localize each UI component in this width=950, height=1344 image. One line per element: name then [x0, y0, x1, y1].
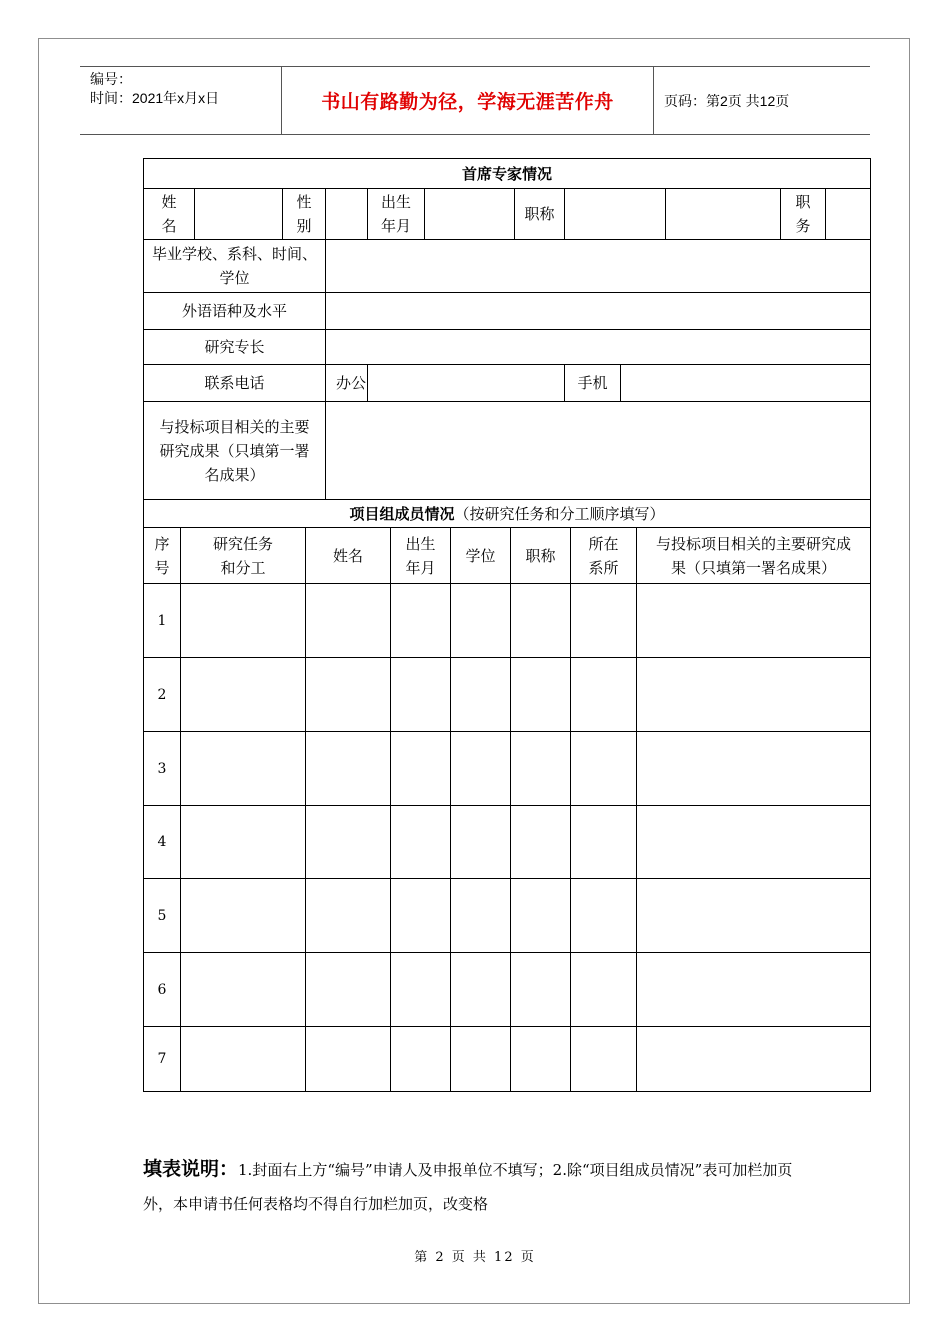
title-label: 职称	[515, 189, 565, 240]
col-birth: 出生年月	[391, 528, 451, 584]
cell[interactable]	[637, 1027, 871, 1092]
gender-label: 性别	[283, 189, 326, 240]
title-field-extra[interactable]	[666, 189, 781, 240]
table-row	[144, 806, 871, 879]
cell[interactable]	[451, 879, 511, 953]
cell[interactable]	[306, 879, 391, 953]
table-row	[144, 1027, 871, 1092]
col-title: 职称	[511, 528, 571, 584]
cell[interactable]	[571, 806, 637, 879]
gender-field[interactable]	[326, 189, 368, 240]
row-number: 6	[144, 953, 181, 1027]
cell[interactable]	[637, 732, 871, 806]
form-instructions	[143, 1152, 813, 1221]
phone-label: 联系电话	[144, 365, 326, 402]
cell[interactable]	[511, 732, 571, 806]
cell[interactable]	[306, 732, 391, 806]
school-label: 毕业学校、系科、时间、学位	[144, 240, 326, 293]
birth-label: 出生年月	[368, 189, 425, 240]
row-number: 1	[144, 584, 181, 658]
language-field[interactable]	[326, 293, 871, 330]
cell[interactable]	[451, 584, 511, 658]
cell[interactable]	[571, 953, 637, 1027]
cell[interactable]	[306, 806, 391, 879]
chief-expert-title: 首席专家情况	[144, 159, 871, 189]
members-title-row	[144, 500, 871, 528]
table-row	[144, 953, 871, 1027]
cell[interactable]	[181, 658, 306, 732]
cell[interactable]	[181, 584, 306, 658]
members-title: 项目组成员情况	[349, 504, 455, 523]
cell[interactable]	[511, 953, 571, 1027]
cell[interactable]	[511, 584, 571, 658]
cell[interactable]	[637, 584, 871, 658]
results-field[interactable]	[326, 402, 871, 500]
cell[interactable]	[306, 584, 391, 658]
cell[interactable]	[391, 806, 451, 879]
cell[interactable]	[391, 658, 451, 732]
row-number: 2	[144, 658, 181, 732]
title-field[interactable]	[565, 189, 666, 240]
col-results: 与投标项目相关的主要研究成果（只填第一署名成果）	[637, 528, 871, 584]
code-label: 编号：	[90, 71, 132, 87]
project-members-table	[143, 499, 871, 1092]
cell[interactable]	[571, 658, 637, 732]
cell[interactable]	[391, 879, 451, 953]
school-field[interactable]	[326, 240, 871, 293]
row-number: 5	[144, 879, 181, 953]
cell[interactable]	[571, 732, 637, 806]
header-page-info: 页码：第2页 共12页	[664, 92, 790, 109]
cell[interactable]	[571, 584, 637, 658]
cell[interactable]	[391, 732, 451, 806]
members-title-note: （按研究任务和分工顺序填写）	[454, 504, 665, 523]
cell[interactable]	[306, 1027, 391, 1092]
cell[interactable]	[391, 1027, 451, 1092]
header-motto: 书山有路勤为径，学海无涯苦作舟	[321, 91, 614, 113]
row-number: 3	[144, 732, 181, 806]
cell[interactable]	[637, 658, 871, 732]
language-label: 外语语种及水平	[144, 293, 326, 330]
row-number: 4	[144, 806, 181, 879]
cell[interactable]	[181, 1027, 306, 1092]
page-footer: 第 2 页 共 12 页	[414, 1250, 536, 1265]
cell[interactable]	[571, 1027, 637, 1092]
specialty-label: 研究专长	[144, 330, 326, 365]
cell[interactable]	[306, 658, 391, 732]
name-label: 姓名	[144, 189, 195, 240]
cell[interactable]	[511, 879, 571, 953]
cell[interactable]	[451, 806, 511, 879]
position-field[interactable]	[826, 189, 871, 240]
cell[interactable]	[451, 1027, 511, 1092]
position-label: 职务	[781, 189, 826, 240]
cell[interactable]	[391, 953, 451, 1027]
col-task: 研究任务和分工	[181, 528, 306, 584]
cell[interactable]	[511, 806, 571, 879]
birth-field[interactable]	[425, 189, 515, 240]
table-row	[144, 879, 871, 953]
cell[interactable]	[451, 658, 511, 732]
cell[interactable]	[511, 658, 571, 732]
cell[interactable]	[451, 732, 511, 806]
cell[interactable]	[571, 879, 637, 953]
specialty-field[interactable]	[326, 330, 871, 365]
results-label: 与投标项目相关的主要研究成果（只填第一署名成果）	[144, 402, 326, 500]
table-row	[144, 732, 871, 806]
cell[interactable]	[181, 806, 306, 879]
page-header	[80, 66, 870, 135]
mobile-field[interactable]	[621, 365, 871, 402]
col-degree: 学位	[451, 528, 511, 584]
table-row	[144, 584, 871, 658]
header-meta	[80, 67, 282, 134]
office-label: 办公	[326, 365, 368, 402]
cell[interactable]	[637, 953, 871, 1027]
chief-expert-table	[143, 158, 871, 500]
instructions-title: 填表说明：	[143, 1158, 239, 1180]
col-department: 所在系所	[571, 528, 637, 584]
cell[interactable]	[511, 1027, 571, 1092]
cell[interactable]	[391, 584, 451, 658]
members-header-row	[144, 528, 871, 584]
col-name: 姓名	[306, 528, 391, 584]
cell[interactable]	[181, 732, 306, 806]
cell[interactable]	[637, 879, 871, 953]
cell[interactable]	[181, 953, 306, 1027]
col-seq: 序号	[144, 528, 181, 584]
name-field[interactable]	[195, 189, 283, 240]
table-row	[144, 658, 871, 732]
date-label: 时间：2021年x月x日	[90, 90, 220, 106]
cell[interactable]	[181, 879, 306, 953]
office-field[interactable]	[368, 365, 565, 402]
instructions-text: 1.封面右上方“编号”申请人及申报单位不填写；2.除“项目组成员情况”表可加栏加页外，本申请书任何表格均不得自行加栏加页，改变格	[143, 1161, 793, 1213]
cell[interactable]	[451, 953, 511, 1027]
row-number: 7	[144, 1027, 181, 1092]
cell[interactable]	[637, 806, 871, 879]
cell[interactable]	[306, 953, 391, 1027]
mobile-label: 手机	[565, 365, 621, 402]
